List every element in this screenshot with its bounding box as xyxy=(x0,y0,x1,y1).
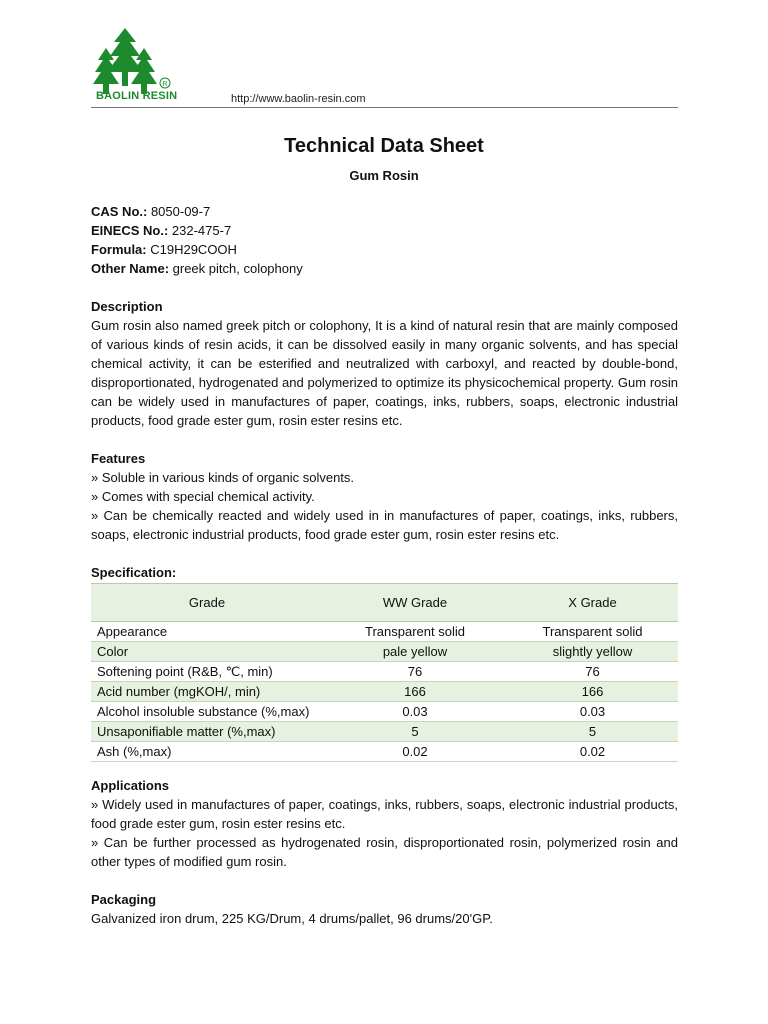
cas-line xyxy=(91,202,678,221)
table-row xyxy=(91,622,678,642)
description-heading: Description xyxy=(91,299,163,314)
table-cell: 0.02 xyxy=(323,742,507,762)
cas-label: CAS No.: xyxy=(91,204,148,219)
table-cell: 166 xyxy=(323,682,507,702)
description-section xyxy=(91,297,678,430)
column-header: WW Grade xyxy=(323,584,507,622)
formula-value: C19H29COOH xyxy=(146,242,237,257)
table-cell: Transparent solid xyxy=(323,622,507,642)
table-row xyxy=(91,702,678,722)
feature-item: » Soluble in various kinds of organic solvents. xyxy=(91,470,355,485)
page-title: Technical Data Sheet xyxy=(284,135,484,157)
table-cell: Ash (%,max) xyxy=(91,742,323,762)
table-cell: Acid number (mgKOH/, min) xyxy=(91,682,323,702)
table-cell: slightly yellow xyxy=(507,642,678,662)
other-name-line xyxy=(91,259,678,278)
table-row xyxy=(91,642,678,662)
table-cell: 0.03 xyxy=(323,702,507,722)
applications-section xyxy=(91,776,678,871)
table-header-row xyxy=(91,584,678,622)
feature-item: » Can be chemically reacted and widely used in in manufactures of paper, coatings, inks, rubbers, soaps, electronic industrial products, food grade ester gum, rosin ester resins etc. xyxy=(91,508,678,542)
table-cell: Appearance xyxy=(91,622,323,642)
specification-heading: Specification: xyxy=(91,565,177,580)
table-row xyxy=(91,682,678,702)
features-heading: Features xyxy=(91,451,146,466)
formula-line xyxy=(91,240,678,259)
applications-heading: Applications xyxy=(91,778,170,793)
product-info xyxy=(91,202,678,278)
header-divider xyxy=(91,107,678,108)
table-cell: 166 xyxy=(507,682,678,702)
features-section xyxy=(91,449,678,544)
product-name: Gum Rosin xyxy=(349,168,419,183)
table-cell: Softening point (R&B, ℃, min) xyxy=(91,662,323,682)
table-cell: 5 xyxy=(323,722,507,742)
specification-table xyxy=(91,583,678,762)
packaging-section xyxy=(91,890,678,928)
website-url[interactable]: http://www.baolin-resin.com xyxy=(231,93,366,105)
einecs-label: EINECS No.: xyxy=(91,223,169,238)
specification-section xyxy=(91,563,678,582)
description-text: Gum rosin also named greek pitch or colophony, It is a kind of natural resin that are mainly composed of various kinds of resin acids, it can be dissolved easily in many organic solvents, and has special chemical activity, it can be esterified and neutralized with carboxyl, and reacted by double-bond, disproportionated, hydrogenated and polymerized to optimize its physicochemical property. Gum rosin can be widely used in manufactures of paper, coatings, inks, rubbers, soaps, electronic industrial products, food grade ester gum, rosin ester resins etc. xyxy=(91,318,678,428)
table-cell: Alcohol insoluble substance (%,max) xyxy=(91,702,323,722)
table-cell: 0.02 xyxy=(507,742,678,762)
table-cell: Transparent solid xyxy=(507,622,678,642)
column-header: Grade xyxy=(91,584,323,622)
application-item: » Widely used in manufactures of paper, coatings, inks, rubbers, soaps, electronic industrial products, food grade ester gum, rosin ester resins etc. xyxy=(91,797,678,831)
table-cell: 5 xyxy=(507,722,678,742)
feature-item: » Comes with special chemical activity. xyxy=(91,489,315,504)
other-name-label: Other Name: xyxy=(91,261,170,276)
table-row xyxy=(91,662,678,682)
einecs-value: 232-475-7 xyxy=(168,223,232,238)
logo-text: BAOLIN RESIN xyxy=(96,90,178,102)
table-cell: pale yellow xyxy=(323,642,507,662)
registered-mark: R xyxy=(162,81,168,88)
application-item: » Can be further processed as hydrogenated rosin, disproportionated rosin, polymerized rosin and other types of modified gum rosin. xyxy=(91,835,678,869)
table-cell: 0.03 xyxy=(507,702,678,722)
column-header: X Grade xyxy=(507,584,678,622)
table-cell: Unsaponifiable matter (%,max) xyxy=(91,722,323,742)
table-cell: 76 xyxy=(323,662,507,682)
table-row xyxy=(91,722,678,742)
einecs-line xyxy=(91,221,678,240)
cas-value: 8050-09-7 xyxy=(147,204,211,219)
table-cell: 76 xyxy=(507,662,678,682)
packaging-heading: Packaging xyxy=(91,892,157,907)
formula-label: Formula: xyxy=(91,242,147,257)
table-cell: Color xyxy=(91,642,323,662)
other-name-value: greek pitch, colophony xyxy=(169,261,303,276)
table-row xyxy=(91,742,678,762)
packaging-text: Galvanized iron drum, 225 KG/Drum, 4 drums/pallet, 96 drums/20'GP. xyxy=(91,911,493,926)
